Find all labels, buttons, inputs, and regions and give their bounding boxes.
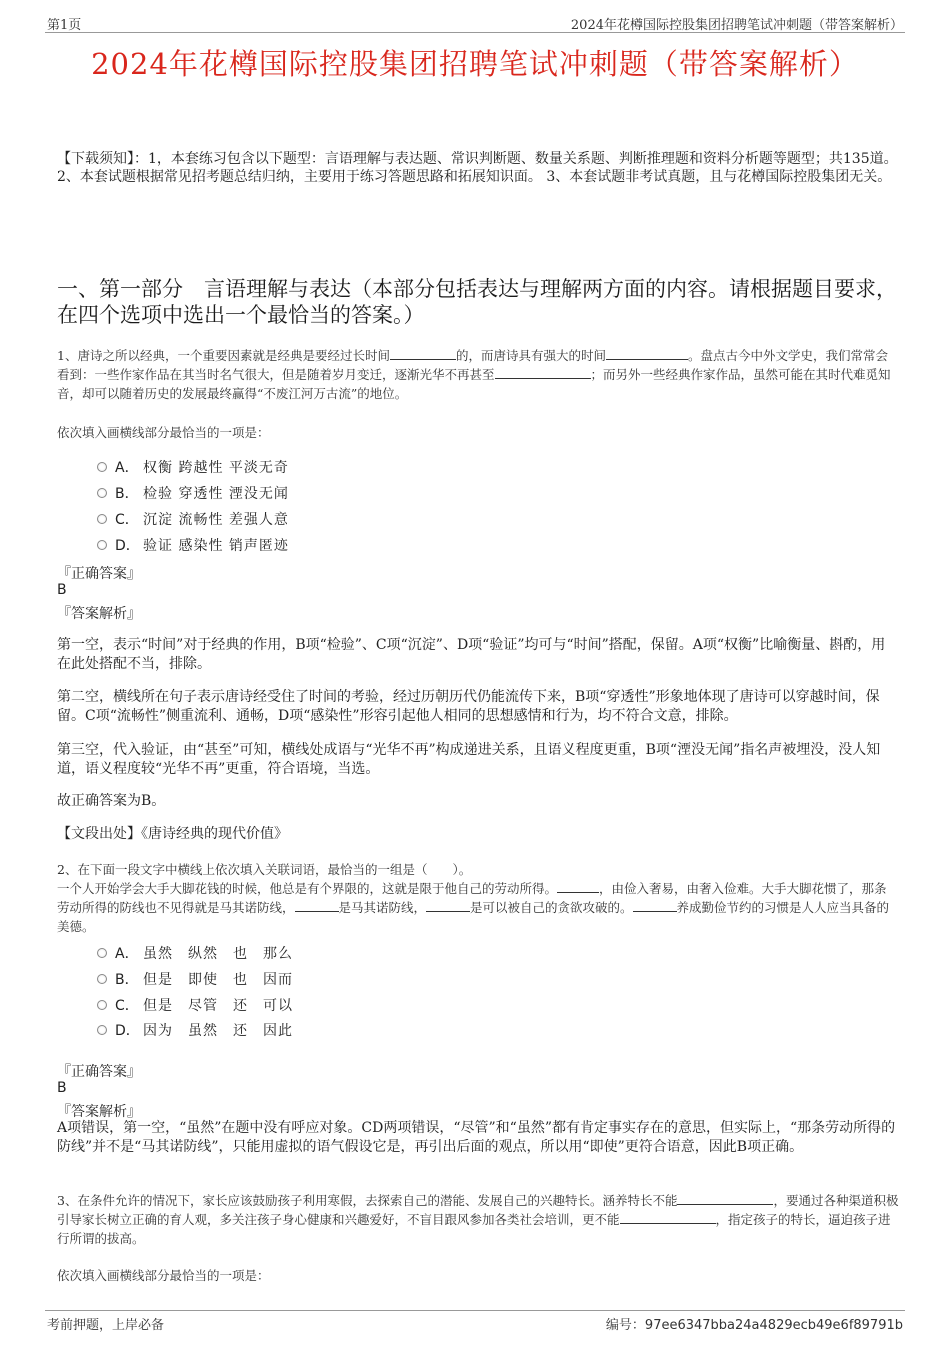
q2-option-a[interactable]: A． 虽然 纵然 也 那么: [97, 943, 293, 963]
q1-text-3: 。盘点古今中外文学史，我们常常会看到：一些作家作品在其当时名气很大，但是随着岁月变迁，逐渐光华不再甚至: [57, 348, 888, 382]
q2-option-c[interactable]: C． 但是 尽管 还 可以: [97, 995, 293, 1015]
q1-answer: B: [57, 582, 67, 598]
footer-divider: [45, 1310, 905, 1311]
header-divider: [45, 32, 905, 33]
q2-answer: B: [57, 1080, 67, 1096]
q2-blank-1: [557, 880, 599, 893]
q1-source: 【文段出处】《唐诗经典的现代价值》: [57, 826, 288, 842]
document-code: 97ee6347bba24a4829ecb49e6f89791b: [644, 1318, 903, 1333]
q1-option-b[interactable]: B． 检验 穿透性 湮没无闻: [97, 483, 289, 503]
document-title: 2024年花樽国际控股集团招聘笔试冲刺题（带答案解析）: [91, 47, 859, 81]
radio-icon[interactable]: [97, 514, 107, 524]
radio-icon[interactable]: [97, 974, 107, 984]
header-doc-title: 2024年花樽国际控股集团招聘笔试冲刺题（带答案解析）: [570, 18, 903, 33]
q2-option-d[interactable]: D． 因为 虽然 还 因此: [97, 1020, 293, 1040]
section-heading: 一、第一部分 言语理解与表达（本部分包括表达与理解两方面的内容。请根据题目要求，在四个选项中选出一个最恰当的答案。）: [57, 277, 897, 327]
question-3-prompt: 依次填入画横线部分最恰当的一项是：: [57, 1268, 270, 1283]
q2-blank-3: [426, 899, 470, 912]
q2-answer-label: 『正确答案』: [57, 1064, 141, 1080]
q2-blank-4: [633, 899, 677, 912]
question-1-prompt: 依次填入画横线部分最恰当的一项是：: [57, 425, 270, 440]
download-notice: 【下载须知】：1，本套练习包含以下题型：言语理解与表达题、常识判断题、数量关系题、判断推理题和资料分析题等题型；共135道。 2、本套试题根据常见招考题总结归纳，主要用于练习答题思路和拓展知识面。 3、本套试题非考试真题，且与花樽国际控股集团无关。: [57, 151, 898, 185]
q1-text-4: ；而另外一些经典作家作品，虽然可能在其时代难觅知音，却可以随着历史的发展最终赢得“不废江河万古流”的地位。: [57, 367, 891, 401]
question-1-stem: [57, 346, 899, 403]
radio-icon[interactable]: [97, 948, 107, 958]
q2-option-b[interactable]: B． 但是 即使 也 因而: [97, 969, 293, 989]
q1-analysis-para-2: 第二空，横线所在句子表示唐诗经受住了时间的考验，经过历朝历代仍能流传下来，B项“穿透性”形象地体现了唐诗可以穿越时间，保留。C项“流畅性”侧重流利、通畅，D项“感染性”形容引起他人相同的思想感情和行为，均不符合文意，排除。: [57, 689, 880, 724]
radio-icon[interactable]: [97, 540, 107, 550]
q1-analysis-para-1: 第一空，表示“时间”对于经典的作用，B项“检验”、C项“沉淀”、D项“验证”均可与“时间”搭配，保留。A项“权衡”比喻衡量、斟酌，用在此处搭配不当，排除。: [57, 637, 886, 672]
question-2-passage: 一个人开始学会大手大脚花钱的时候，他总是有个界限的，这就是限于他自己的劳动所得。 ，由俭入奢易，由奢入俭难。大手大脚花惯了，那条劳动所得的防线也不见得就是马其诺防线， 是马其诺防线， 是可以被自己的贪欲攻破的。 养成勤俭节约的习惯是人人应当具备的美德。: [57, 881, 890, 934]
q1-blank-2: [606, 347, 688, 360]
q1-blank-3: [495, 366, 591, 379]
radio-icon[interactable]: [97, 1000, 107, 1010]
question-3-stem: 3、在条件允许的情况下，家长应该鼓励孩子利用寒假，去探索自己的潜能、发展自己的兴趣特长。涵养特长不能 ，要通过各种渠道积极引导家长树立正确的育人观，多关注孩子身心健康和兴趣爱好，不盲目跟风参加各类社会培训，更不能 ，指定孩子的特长，逼迫孩子进行所谓的拔高。: [57, 1193, 899, 1246]
footer-slogan: 考前押题，上岸必备: [47, 1318, 165, 1333]
q1-option-d[interactable]: D． 验证 感染性 销声匿迹: [97, 535, 289, 555]
radio-icon[interactable]: [97, 1025, 107, 1035]
q1-analysis-para-3: 第三空，代入验证，由“甚至”可知，横线处成语与“光华不再”构成递进关系，且语义程度更重，B项“湮没无闻”指名声被埋没，没人知道，语义程度较“光华不再”更重，符合语境，当选。: [57, 742, 881, 777]
q1-blank-1: [390, 347, 456, 360]
page-number: 第1页: [47, 18, 82, 33]
q1-analysis-label: 『答案解析』: [57, 606, 141, 622]
q3-blank-2: [620, 1211, 716, 1224]
q3-blank-1: [677, 1192, 773, 1205]
radio-icon[interactable]: [97, 462, 107, 472]
q1-option-a[interactable]: A． 权衡 跨越性 平淡无奇: [97, 457, 289, 477]
q2-analysis-label: 『答案解析』: [57, 1104, 141, 1120]
q1-answer-label: 『正确答案』: [57, 566, 141, 582]
footer-code: 编号：97ee6347bba24a4829ecb49e6f89791b: [605, 1318, 903, 1333]
q2-blank-2: [295, 899, 339, 912]
question-2-stem: 2、在下面一段文字中横线上依次填入关联词语，最恰当的一组是（ ）。: [57, 862, 472, 877]
q1-text-1: 1、唐诗之所以经典，一个重要因素就是经典是要经过长时间: [57, 348, 390, 363]
radio-icon[interactable]: [97, 488, 107, 498]
q2-analysis: A项错误，第一空，“虽然”在题中没有呼应对象。CD两项错误，“尽管”和“虽然”都有肯定事实存在的意思，但实际上，“那条劳动所得的防线”并不是“马其诺防线”，只能用虚拟的语气假设它是，再引出后面的观点，所以用“即使”更符合语意，因此B项正确。: [57, 1120, 896, 1155]
q1-analysis-para-4: 故正确答案为B。: [57, 793, 166, 809]
q1-option-c[interactable]: C． 沉淀 流畅性 差强人意: [97, 509, 289, 529]
q1-text-2: 的，而唐诗具有强大的时间: [455, 348, 606, 363]
